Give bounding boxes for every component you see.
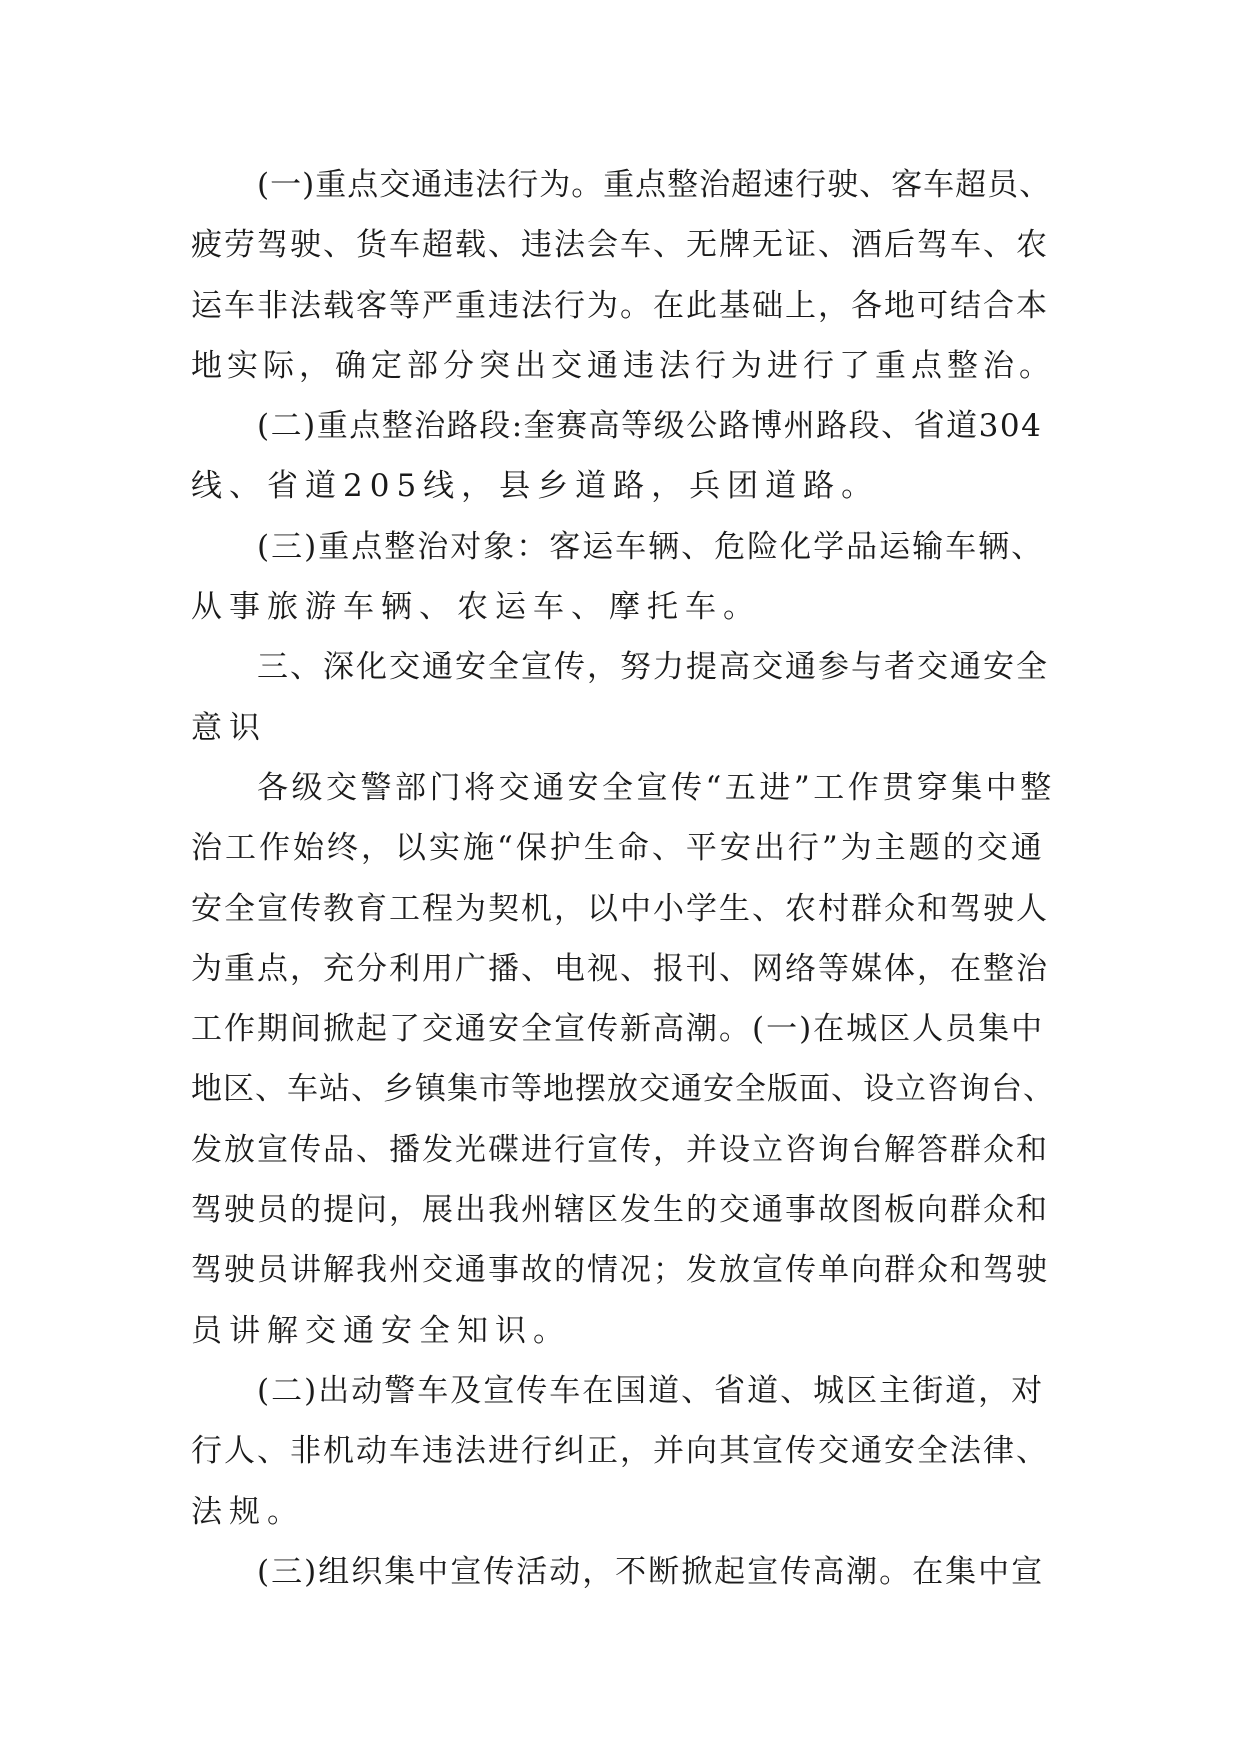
text-line: (二)重点整治路段:奎赛高等级公路博州路段、省道304 — [257, 408, 1043, 445]
text-line: 地实际，确定部分突出交通违法行为进行了重点整治。 — [191, 347, 1055, 384]
text-line: 安全宣传教育工程为契机，以中小学生、农村群众和驾驶人 — [191, 890, 1049, 927]
section-heading-line: 意识 — [191, 709, 267, 746]
text-line: 驾驶员的提问，展出我州辖区发生的交通事故图板向群众和 — [191, 1192, 1049, 1229]
document-body — [191, 155, 1055, 1602]
text-line: 发放宣传品、播发光碟进行宣传，并设立咨询台解答群众和 — [191, 1131, 1049, 1168]
section-heading-line: 三、深化交通安全宣传，努力提高交通参与者交通安全 — [257, 649, 1049, 686]
text-line: 疲劳驾驶、货车超载、违法会车、无牌无证、酒后驾车、农 — [191, 227, 1049, 264]
text-line: 运车非法载客等严重违法行为。在此基础上，各地可结合本 — [191, 287, 1049, 324]
text-line: 行人、非机动车违法进行纠正，并向其宣传交通安全法律、 — [191, 1433, 1049, 1470]
text-line: 地区、车站、乡镇集市等地摆放交通安全版面、设立咨询台、 — [191, 1071, 1055, 1108]
text-line: 工作期间掀起了交通安全宣传新高潮。(一)在城区人员集中 — [191, 1011, 1045, 1048]
text-line: 法规。 — [191, 1493, 305, 1530]
text-line: (一)重点交通违法行为。重点整治超速行驶、客车超员、 — [257, 167, 1052, 203]
text-line: 员讲解交通安全知识。 — [191, 1312, 571, 1349]
text-line: 为重点，充分利用广播、电视、报刊、网络等媒体，在整治 — [191, 950, 1049, 987]
text-line: 各级交警部门将交通安全宣传“五进”工作贯穿集中整 — [257, 769, 1055, 806]
text-line: 治工作始终，以实施“保护生命、平安出行”为主题的交通 — [191, 830, 1045, 867]
text-line: 从事旅游车辆、农运车、摩托车。 — [191, 589, 761, 626]
text-line: (二)出动警车及宣传车在国道、省道、城区主街道，对 — [257, 1372, 1045, 1409]
text-line: (三)组织集中宣传活动，不断掀起宣传高潮。在集中宣 — [257, 1553, 1045, 1590]
text-line: 驾驶员讲解我州交通事故的情况；发放宣传单向群众和驾驶 — [191, 1252, 1049, 1289]
text-line: 线、省道205线，县乡道路，兵团道路。 — [191, 468, 880, 505]
text-line: (三)重点整治对象：客运车辆、危险化学品运输车辆、 — [257, 528, 1045, 565]
